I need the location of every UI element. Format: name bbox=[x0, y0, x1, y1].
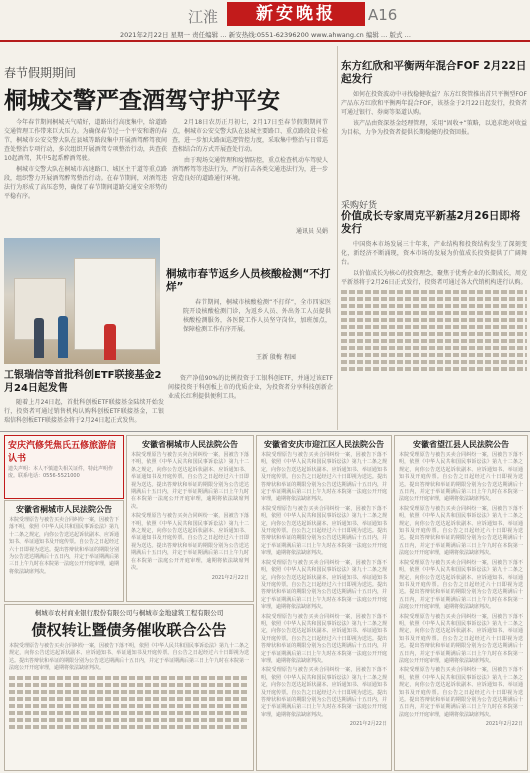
sub1-headline: 桐城市春节返乡人员核酸检测“不打烊” bbox=[166, 268, 331, 293]
dateline: 2021年2月22日 星期一 责任编辑 … 新安热线:0551-62396200 www.ahwang.cn 编辑 … 版式 … bbox=[120, 31, 412, 39]
court-notice-body: 本院受理原告与被告买卖合同纠纷一案，因被告下落不明，依照《中华人民共和国民事诉讼法》第九十二条之规定，向你公告送达起诉状副本、应诉通知书、举证通知书及开庭传票。自公告之日起经过六十日即视为送达。提出答辩状和举证的期限分别为公告送达期满后十五日内，并定于举证期满后第三日上午九时在本院第一法庭公开开庭审理，逾期将依法缺席判决。 bbox=[131, 513, 249, 572]
promo-title: 安庆汽修凭焦氏五修旅游信认书 bbox=[8, 441, 117, 464]
court-notice-date: 2021年2月22日 bbox=[349, 721, 387, 728]
right2-headline: 价值成长专家周克平新基2月26日即将发行 bbox=[341, 210, 521, 235]
court-notice-body: 本院受理原告与被告买卖合同纠纷一案，因被告下落不明，依照《中华人民共和国民事诉讼法》第九十二条之规定，向你公告送达起诉状副本、应诉通知书、举证通知书及开庭传票。自公告之日起经过六十日即视为送达。提出答辩状和举证的期限分别为公告送达期满后十五日内，并定于举证期满后第三日上午九时在本院第一法庭公开开庭审理，逾期将依法缺席判决。 bbox=[399, 559, 523, 611]
court-notice-title: 安徽省桐城市人民法院公告 bbox=[16, 505, 112, 514]
court-notice-date: 2021年2月22日 bbox=[485, 721, 523, 728]
masthead-region: 江淮 bbox=[188, 8, 219, 26]
promo-body: 遗失声明：本人不慎遗失相关证件，特此声明作废。联系电话：0556-5521000 bbox=[8, 466, 114, 480]
column-divider bbox=[337, 46, 338, 430]
court-notice-body: 本院受理原告与被告买卖合同纠纷一案，因被告下落不明，依照《中华人民共和国民事诉讼法》第九十二条之规定，向你公告送达起诉状副本、应诉通知书、举证通知书及开庭传票。自公告之日起经过六十日即视为送达。提出答辩状和举证的期限分别为公告送达期满后十五日内，并定于举证期满后第三日上午九时在本院第一法庭公开开庭审理，逾期将依法缺席判决。 bbox=[261, 505, 387, 557]
right1-body bbox=[341, 90, 527, 200]
main-kicker: 春节假期期间 bbox=[4, 66, 77, 80]
sub2-body-right bbox=[168, 374, 333, 426]
right2-kicker: 采购好货 bbox=[341, 201, 378, 211]
sub2-paragraph: 资产净值90%的比例投资于工银科创ETF，并通过该ETF间接投资于科创板上市的优质企业，为投资者分享科技创新企业成长红利提供便利工具。 bbox=[168, 375, 333, 400]
court-notice-body: 本院受理原告与被告买卖合同纠纷一案，因被告下落不明，依照《中华人民共和国民事诉讼法》第九十二条之规定，向你公告送达起诉状副本、应诉通知书、举证通知书及开庭传票。自公告之日起经过六十日即视为送达。提出答辩状和举证的期限分别为公告送达期满后十五日内，并定于举证期满后第三日上午九时在本院第一法庭公开开庭审理，逾期将依法缺席判决。 bbox=[399, 452, 523, 503]
sub2-paragraph: 随着上月24日起，首批科创板ETF联接基金陆续开始发行，投资者可通过销售机构认购科创板ETF联接基金，工银瑞信科创板ETF联接基金将于2月24日起正式发售。 bbox=[4, 399, 164, 424]
main-paragraph: 桐城市交警大队在桐城市高速路口、城区主干道等重点路段，组织警力开展酒驾醉驾整治行动。在春节期间，对酒驾违法行为形成了高压态势，确保了春节期间道路交通安全形势的平稳有序。 bbox=[4, 166, 167, 200]
court-notice-body: 本院受理原告与被告买卖合同纠纷一案，因被告下落不明，依照《中华人民共和国民事诉讼法》第九十二条之规定，向你公告送达起诉状副本、应诉通知书、举证通知书及开庭传票。自公告之日起经过六十日即视为送达。提出答辩状和举证的期限分别为公告送达期满后十五日内，并定于举证期满后第三日上午九时在本院第一法庭公开开庭审理，逾期将依法缺席判决。 bbox=[261, 559, 387, 611]
court-notice-body: 本院受理原告与被告买卖合同纠纷一案，因被告下落不明，依照《中华人民共和国民事诉讼法》第九十二条之规定，向你公告送达起诉状副本、应诉通知书、举证通知书及开庭传票。自公告之日起经过六十日即视为送达。提出答辩状和举证的期限分别为公告送达期满后十五日内，并定于举证期满后第三日上午九时在本院第一法庭公开开庭审理，逾期将依法缺席判决。 bbox=[399, 505, 523, 557]
bank-notice-header: 桐城市农村商业银行股份有限公司与桐城市金地建筑工程有限公司 bbox=[34, 609, 224, 617]
main-byline: 通讯员 吴娟 bbox=[296, 228, 328, 235]
sub1-byline: 王新 殷梅 程园 bbox=[256, 354, 296, 361]
masthead-rule bbox=[0, 40, 530, 42]
sub1-body bbox=[183, 298, 331, 352]
court-notice-right bbox=[394, 435, 528, 771]
right2-paragraph: 中国资本市场发展三十年来，产业结构和投资结构发生了深刻变化，新经济不断涌现，资本市场的发展为价值成长投资提供了广阔舞台。 bbox=[341, 241, 527, 266]
right1-paragraph: 如何在投资波动中寻找稳健收益？东方红资管推出首只平衡型FOF产品东方红欣和平衡两年混合FOF，该基金于2月22日起发行，投资者可通过银行、券商等渠道认购。 bbox=[341, 91, 527, 116]
page-number: A16 bbox=[368, 6, 398, 24]
court-notice-body: 本院受理原告与被告买卖合同纠纷一案，因被告下落不明，依照《中华人民共和国民事诉讼法》第九十二条之规定，向你公告送达起诉状副本、应诉通知书、举证通知书及开庭传票。自公告之日起经过六十日即视为送达。提出答辩状和举证的期限分别为公告送达期满后十五日内，并定于举证期满后第三日上午九时在本院第一法庭公开开庭审理，逾期将依法缺席判决。 bbox=[399, 613, 523, 664]
masthead-logo: 新安晚报 bbox=[227, 2, 365, 26]
bank-notice bbox=[4, 604, 254, 771]
promo-box bbox=[4, 435, 124, 499]
court-notice-mid bbox=[256, 435, 392, 771]
bank-notice-body: 本院受理原告与被告买卖合同纠纷一案，因被告下落不明，依照《中华人民共和国民事诉讼法》第九十二条之规定，向你公告送达起诉状副本、应诉通知书、举证通知书及开庭传票。自公告之日起经过六十日即视为送达。提出答辩状和举证的期限分别为公告送达期满后十五日内，并定于举证期满后第三日上午九时在本院第一法庭公开开庭审理，逾期将依法缺席判决。 bbox=[9, 643, 250, 672]
main-paragraph: 由于现场交通管理和疫情防控，重点检查机动车驾驶人酒驾醉驾等违法行为，严厉打击各类交通违法行为，进一步营造良好的道路通行环境。 bbox=[172, 157, 328, 182]
sub2-headline: 工银瑞信等首批科创ETF联接基金2月24日起发售 bbox=[4, 370, 162, 394]
notices-rule bbox=[0, 431, 530, 432]
court-notice-body: 本院受理原告与被告买卖合同纠纷一案，因被告下落不明，依照《中华人民共和国民事诉讼法》第九十二条之规定，向你公告送达起诉状副本、应诉通知书、举证通知书及开庭传票。自公告之日起经过六十日即视为送达。提出答辩状和举证的期限分别为公告送达期满后十五日内，并定于举证期满后第三日上午九时在本院第一法庭公开开庭审理，逾期将依法缺席判决。 bbox=[131, 452, 249, 510]
right1-headline: 东方红欣和平衡两年混合FOF 2月22日起发行 bbox=[341, 60, 527, 85]
court-notice-title: 安徽省安庆市迎江区人民法院公告 bbox=[264, 440, 384, 449]
main-body-left bbox=[4, 118, 167, 236]
sub2-body-left bbox=[4, 398, 164, 428]
court-notice-body: 本院受理原告与被告买卖合同纠纷一案，因被告下落不明，依照《中华人民共和国民事诉讼法》第九十二条之规定，向你公告送达起诉状副本、应诉通知书、举证通知书及开庭传票。自公告之日起经过六十日即视为送达。提出答辩状和举证的期限分别为公告送达期满后十五日内，并定于举证期满后第三日上午九时在本院第一法庭公开开庭审理，逾期将依法缺席判决。 bbox=[399, 667, 523, 718]
court-notice-left bbox=[4, 500, 124, 602]
court-notice-main bbox=[126, 435, 254, 602]
main-paragraph: 2月18日农历正月初七，2月17日至春节假期期间节点，桐城市公安交警大队在县城主要路口、重点路段设卡检查，进一步加大路面巡逻管控力度，采取集中整治与日常巡查相结合的方式开展查处行动。 bbox=[172, 119, 328, 153]
court-notice-title: 安徽省桐城市人民法院公告 bbox=[142, 440, 238, 449]
court-notice-title: 安徽省望江县人民法院公告 bbox=[413, 440, 509, 449]
news-photo bbox=[4, 238, 160, 364]
main-paragraph: 今年春节期间桐城天气晴好，道路出行高度集中，给道路交通管理工作带来巨大压力。为确保春节过一个平安和谐的春节，桐城市公安交警大队在县城等路段集中开展酒驾醉驾夜间查处整治专项行动，多次组织开展酒驾专项整治行动，共查获10起酒驾，其中5起系醉酒驾驶。 bbox=[4, 119, 167, 162]
bank-notice-title: 债权转让暨债务催收联合公告 bbox=[31, 621, 227, 639]
court-notice-body: 本院受理原告与被告买卖合同纠纷一案，因被告下落不明，依照《中华人民共和国民事诉讼法》第九十二条之规定，向你公告送达起诉状副本、应诉通知书、举证通知书及开庭传票。自公告之日起经过六十日即视为送达。提出答辩状和举证的期限分别为公告送达期满后十五日内，并定于举证期满后第三日上午九时在本院第一法庭公开开庭审理，逾期将依法缺席判决。 bbox=[261, 452, 387, 503]
main-body-right bbox=[172, 118, 328, 224]
right1-paragraph: 该产品由资深基金经理管理，采用“固收+”策略，以追求绝对收益为目标，力争为投资者提供长期稳健的投资回报。 bbox=[341, 120, 527, 136]
main-headline: 桐城交警严查酒驾守护平安 bbox=[4, 88, 280, 114]
court-notice-body: 本院受理原告与被告买卖合同纠纷一案，因被告下落不明，依照《中华人民共和国民事诉讼法》第九十二条之规定，向你公告送达起诉状副本、应诉通知书、举证通知书及开庭传票。自公告之日起经过六十日即视为送达。提出答辩状和举证的期限分别为公告送达期满后十五日内，并定于举证期满后第三日上午九时在本院第一法庭公开开庭审理，逾期将依法缺席判决。 bbox=[261, 667, 387, 718]
court-notice-body: 本院受理原告与被告买卖合同纠纷一案，因被告下落不明，依照《中华人民共和国民事诉讼法》第九十二条之规定，向你公告送达起诉状副本、应诉通知书、举证通知书及开庭传票。自公告之日起经过六十日即视为送达。提出答辩状和举证的期限分别为公告送达期满后十五日内，并定于举证期满后第三日上午九时在本院第一法庭公开开庭审理，逾期将依法缺席判决。 bbox=[9, 517, 120, 575]
court-notice-date: 2021年2月22日 bbox=[211, 574, 249, 581]
right2-paragraph: 以价值成长为核心的投资理念，聚焦于优秀企业的长期成长，周克平新基将于2月26日正式发行，投资者可通过各大代销机构进行认购。 bbox=[341, 270, 527, 286]
right2-body bbox=[341, 240, 527, 428]
court-notice-body: 本院受理原告与被告买卖合同纠纷一案，因被告下落不明，依照《中华人民共和国民事诉讼法》第九十二条之规定，向你公告送达起诉状副本、应诉通知书、举证通知书及开庭传票。自公告之日起经过六十日即视为送达。提出答辩状和举证的期限分别为公告送达期满后十五日内，并定于举证期满后第三日上午九时在本院第一法庭公开开庭审理，逾期将依法缺席判决。 bbox=[261, 613, 387, 664]
sub1-paragraph: 春节期间，桐城市核酸检测“不打烊”，全市四家医院开设核酸检测门诊，为返乡人员、外出务工人员提供核酸检测服务，各医院工作人员坚守岗位，加班加点，保障检测工作有序开展。 bbox=[183, 299, 331, 333]
